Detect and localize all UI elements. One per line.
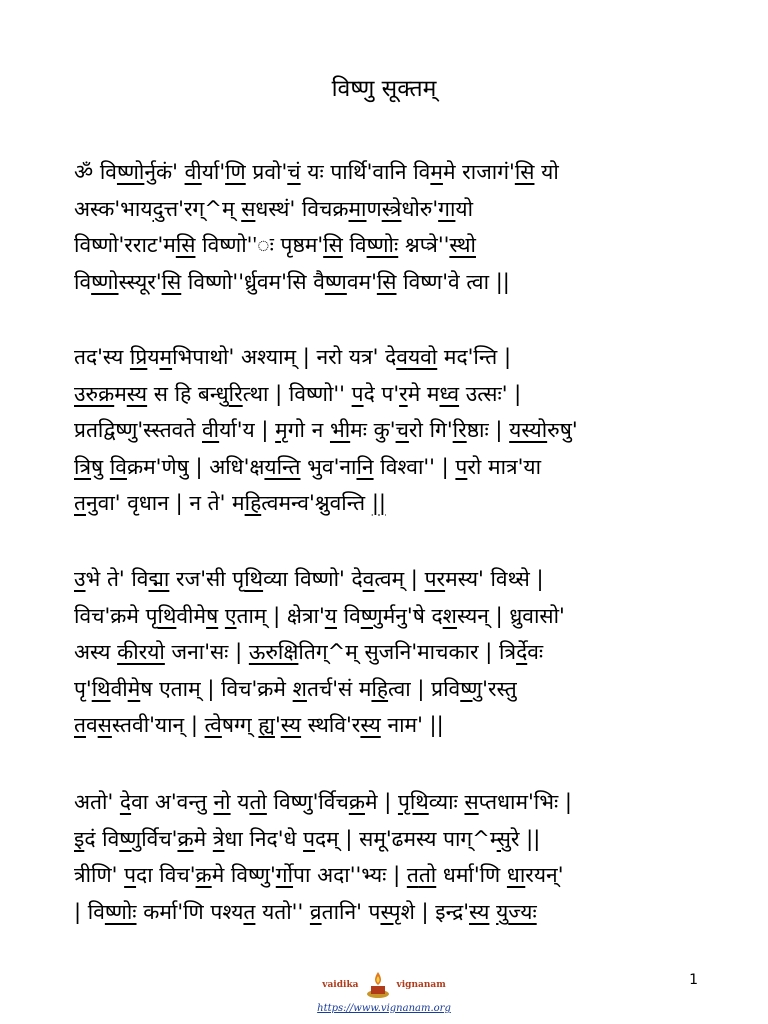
underlined-text: म bbox=[159, 345, 173, 369]
verse-text: मे | bbox=[364, 790, 398, 814]
verse-text: पा अदा''भ्यः | bbox=[293, 863, 407, 888]
verse-text: तद'स्य bbox=[74, 345, 130, 369]
verse-text: भुव'ना bbox=[300, 454, 357, 479]
verse-text: भे ते' वि bbox=[85, 567, 149, 591]
underlined-text: स्त्रे bbox=[381, 196, 402, 221]
verse-text: स हि बन्धु bbox=[147, 381, 229, 406]
verse-text: यः पार्थि'वानि वि bbox=[300, 160, 431, 184]
verse-line bbox=[74, 821, 734, 858]
verse-text: त्था | विष्णो'' bbox=[242, 381, 352, 406]
verse-text: भिपाथो' अश्याम् | नरो यत्र' दे bbox=[172, 345, 397, 369]
verse-text: ण bbox=[366, 196, 382, 221]
verse-text: 'रस्तु bbox=[482, 676, 517, 701]
verse-text: त्त'रग्^म् bbox=[163, 196, 242, 221]
verse-text: मे bbox=[193, 826, 213, 851]
verse-text: धोरु' bbox=[401, 196, 439, 221]
underlined-text: तो bbox=[249, 790, 267, 814]
underlined-text: भी bbox=[329, 418, 351, 443]
underlined-text: थि bbox=[91, 676, 111, 701]
underlined-text: रि bbox=[228, 381, 243, 406]
underlined-text: ष्णु bbox=[119, 826, 142, 851]
underlined-text: स bbox=[464, 790, 479, 814]
verse-text: ष एताम् | विच'क्रमे bbox=[140, 676, 293, 701]
verse-line bbox=[74, 485, 734, 522]
underlined-text: प्रि bbox=[129, 345, 148, 369]
underlined-text: च bbox=[395, 418, 409, 443]
logo-text-right: vignanam bbox=[396, 980, 446, 990]
underlined-text: मृ bbox=[275, 418, 288, 443]
verse-text: व bbox=[85, 713, 98, 738]
verse-text bbox=[218, 604, 225, 628]
underlined-text: द्मा bbox=[148, 567, 170, 591]
verse-line bbox=[74, 339, 734, 376]
underlined-text: त्रि bbox=[74, 454, 92, 479]
underlined-text: र्गो bbox=[275, 863, 294, 888]
verse-line bbox=[74, 561, 734, 598]
underlined-text: हि bbox=[371, 676, 389, 701]
underlined-text: उ bbox=[74, 567, 86, 591]
verse-line bbox=[74, 857, 734, 894]
underlined-text: य bbox=[324, 603, 337, 628]
underlined-text: मा bbox=[348, 196, 367, 221]
verse-text: ताम् | क्षेत्रा' bbox=[236, 603, 325, 628]
stanza bbox=[74, 561, 734, 744]
verse-text: स्यन् | ध्रुवासो' bbox=[456, 603, 565, 628]
underlined-text: कीरयो bbox=[117, 640, 165, 665]
underlined-text: मे bbox=[127, 676, 141, 701]
underlined-text: गा bbox=[438, 196, 456, 221]
verse-text: रो मात्र'या bbox=[467, 454, 542, 479]
underlined-text: ष्णोः bbox=[366, 233, 399, 258]
verse-text: य bbox=[230, 790, 250, 814]
underlined-text: पृथि bbox=[397, 790, 429, 814]
verse-line bbox=[74, 784, 734, 821]
verse-line bbox=[74, 707, 734, 744]
underlined-text: स bbox=[241, 196, 256, 221]
logo-text-left: vaidika bbox=[322, 980, 359, 990]
stanza bbox=[74, 784, 734, 930]
underlined-text: श bbox=[292, 676, 307, 701]
underlined-text: क्र bbox=[177, 826, 194, 851]
verse-text: व्या विष्णो' दे bbox=[263, 567, 363, 591]
verse-text: विश्वा'' | bbox=[373, 454, 456, 479]
underlined-text: ह्य bbox=[258, 713, 275, 738]
verse-text: दा विच' bbox=[136, 863, 196, 888]
verse-text: वि bbox=[342, 233, 367, 258]
underlined-text: सि bbox=[323, 233, 343, 258]
verse-text: | वि bbox=[74, 899, 105, 924]
underlined-text: दु bbox=[152, 196, 164, 221]
verse-text: र्या'य | bbox=[219, 418, 276, 443]
underlined-text: ष्णोः bbox=[104, 899, 137, 924]
verse-line bbox=[74, 449, 734, 486]
underlined-text: यन्ति bbox=[264, 454, 301, 479]
verse-text: विष्णो''ः पृष्ठम' bbox=[195, 233, 324, 258]
underlined-text: व bbox=[362, 567, 375, 591]
verse-text: श्नप्त्रे'' bbox=[398, 233, 450, 258]
verse-text: मस्य' विथ्से | bbox=[445, 567, 544, 591]
verse-text: र्मनु'षे द bbox=[382, 603, 443, 628]
verse-text: पृ' bbox=[74, 676, 92, 701]
underlined-text: सु bbox=[496, 826, 511, 851]
page-number: 1 bbox=[689, 972, 698, 988]
vaidika-vignanam-logo[interactable] bbox=[0, 967, 768, 1003]
verse-text: विष्ण'वे त्वा || bbox=[396, 269, 510, 294]
underlined-text: पर bbox=[424, 567, 446, 591]
verse-text: प्रवो' bbox=[245, 160, 288, 184]
underlined-text: र्दे bbox=[516, 640, 528, 665]
page-title: विष्णु सूक्तम् bbox=[331, 76, 437, 102]
underlined-text: ष्णु bbox=[460, 676, 483, 701]
underlined-text: त bbox=[74, 713, 86, 738]
underlined-text: ए bbox=[224, 603, 237, 628]
verse-text: वा अ'वन्तु bbox=[131, 790, 214, 814]
verse-text: र्विच' bbox=[141, 826, 178, 851]
underlined-text: व्र bbox=[309, 899, 322, 924]
underlined-text: ष्णु bbox=[360, 603, 383, 628]
verse-line bbox=[74, 894, 734, 931]
verse-text: षु bbox=[91, 454, 110, 479]
verse-text: वः bbox=[527, 640, 544, 665]
verse-text: रयन्' bbox=[525, 863, 564, 888]
verse-text: नुवा' वृधान | न ते' म bbox=[85, 491, 245, 516]
underlined-text: ष्णो bbox=[116, 160, 145, 184]
lamp-icon bbox=[363, 970, 393, 1000]
verse-text: विष्णो''र्ध्रुवम'सि वै bbox=[181, 269, 325, 294]
underlined-text: यस्यो bbox=[509, 418, 548, 443]
verse-text: ॐ वि bbox=[74, 160, 117, 184]
underlined-text: क्र bbox=[348, 790, 365, 814]
verse-text: स्थवि'र bbox=[301, 713, 361, 738]
verse-line bbox=[74, 191, 734, 228]
underlined-text: दे bbox=[119, 790, 132, 814]
verse-text: मद'न्ति | bbox=[437, 345, 512, 369]
verse-text: ष्ठाः | bbox=[466, 418, 510, 443]
underlined-text: प bbox=[455, 454, 468, 479]
verse-text: कं' bbox=[156, 160, 185, 184]
underlined-text: णि bbox=[225, 160, 246, 184]
verse-text: कर्मा'णि पश्य bbox=[136, 899, 244, 924]
verse-text: यतो'' bbox=[255, 899, 310, 924]
verse-text: नाम' || bbox=[380, 713, 444, 738]
underlined-text: त्रे bbox=[212, 826, 225, 851]
verse-text: अतो' bbox=[74, 790, 120, 814]
underlined-text: प bbox=[303, 826, 315, 851]
verse-line bbox=[74, 671, 734, 708]
verse-text: शे | इन्द्र' bbox=[400, 899, 470, 924]
underlined-text: प bbox=[351, 381, 364, 406]
underlined-text: सि bbox=[161, 269, 182, 294]
underlined-text: यवो bbox=[407, 345, 438, 369]
verse-text: धर्मा'णि bbox=[436, 863, 507, 888]
underlined-text: स्पृ bbox=[380, 899, 401, 924]
underlined-text: स्य bbox=[469, 899, 490, 924]
underlined-text: ष्णो bbox=[91, 269, 119, 294]
verse-text: धा निद'धे bbox=[224, 826, 304, 851]
verse-text: रे || bbox=[510, 826, 541, 851]
underlined-text: थि bbox=[244, 567, 264, 591]
verse-text: तिग्^म् सुजनि'माचकार | त्रि bbox=[298, 640, 517, 665]
verse-text: ' bbox=[274, 713, 281, 738]
underlined-text: स्य bbox=[360, 713, 381, 738]
underlined-text: यु bbox=[496, 899, 509, 924]
verse-text: विष्णु'र्विच bbox=[266, 790, 349, 814]
verse-text: व्याः bbox=[428, 790, 465, 814]
verse-text: तर्च'सं म bbox=[306, 676, 372, 701]
underlined-text: ज्यः bbox=[508, 899, 537, 924]
verse-text: क्रम'णेषु | अधि'क्ष bbox=[126, 454, 265, 479]
underlined-text: वि bbox=[109, 454, 127, 479]
underlined-text: स्य bbox=[280, 713, 302, 738]
underlined-text: ऊरुक्षि bbox=[248, 640, 299, 665]
underlined-text: सि bbox=[175, 233, 196, 258]
verse-text: प्रतद्विष्णु'स्स्तवते bbox=[74, 418, 202, 443]
verse-text: रो गि' bbox=[408, 418, 453, 443]
verse-text: मे म bbox=[407, 381, 440, 406]
underlined-text: वी bbox=[202, 418, 220, 443]
verse-text: रज'सी पृ bbox=[169, 567, 245, 591]
verse-text: वी bbox=[110, 676, 128, 701]
underlined-text: स्थो bbox=[449, 233, 476, 258]
underlined-text: नि bbox=[356, 454, 374, 479]
underlined-text: धा bbox=[506, 863, 526, 888]
verse-text: वम' bbox=[346, 269, 377, 294]
verse-text: दे प' bbox=[363, 381, 400, 406]
verse-text: विच'क्रमे पृ bbox=[74, 603, 158, 628]
underlined-text: सि bbox=[376, 269, 397, 294]
underlined-text: थि bbox=[157, 603, 177, 628]
verse-text: वीमे bbox=[176, 603, 207, 628]
verse-text: र्नु bbox=[144, 160, 156, 184]
verse-line bbox=[74, 227, 734, 264]
verse-text: अस्क'भाय bbox=[74, 196, 153, 221]
verse-line bbox=[74, 412, 734, 449]
verse-text: तानि' प bbox=[321, 899, 381, 924]
verse-text: उत्सः' | bbox=[459, 381, 522, 406]
verse-text: जना'सः | bbox=[164, 640, 249, 665]
verse-text: वि bbox=[336, 603, 361, 628]
verse-text: म bbox=[114, 381, 127, 406]
underlined-text: त्वे bbox=[204, 713, 222, 738]
underlined-text: त bbox=[74, 491, 86, 516]
verse-text: त्वमन्व'श्नुवन्ति bbox=[261, 491, 372, 516]
underlined-text: व bbox=[396, 345, 408, 369]
underlined-text: त bbox=[406, 863, 419, 888]
verse-line bbox=[74, 634, 734, 671]
underlined-text: ष्ण bbox=[324, 269, 347, 294]
underlined-text: प bbox=[124, 863, 137, 888]
verse-line bbox=[74, 264, 734, 301]
verse-line bbox=[74, 598, 734, 635]
verse-text: प्तधाम'भिः | bbox=[478, 790, 572, 814]
verse-text: वि bbox=[74, 269, 92, 294]
verse-text: गो न bbox=[287, 418, 330, 443]
verse-text: अस्य bbox=[74, 640, 118, 665]
underlined-text: इ bbox=[74, 826, 85, 851]
underlined-text: ध्व bbox=[439, 381, 460, 406]
underlined-text: हि bbox=[244, 491, 262, 516]
verse-text: षग्ग् bbox=[221, 713, 259, 738]
verse-text: मे राजागं' bbox=[442, 160, 515, 184]
underlined-text: र bbox=[399, 381, 408, 406]
verse-text: त्रीणि' bbox=[74, 863, 125, 888]
underlined-text: ष bbox=[206, 603, 219, 628]
website-link[interactable]: https://www.vignanam.org bbox=[317, 1003, 451, 1014]
verse-text: यो bbox=[534, 160, 559, 184]
verse-text: यो bbox=[455, 196, 474, 221]
underlined-text: तो bbox=[418, 863, 437, 888]
verse-line bbox=[74, 376, 734, 413]
verse-line bbox=[74, 154, 734, 191]
underlined-text: श bbox=[442, 603, 457, 628]
stanza bbox=[74, 339, 734, 522]
underlined-text: चं bbox=[287, 160, 301, 184]
underlined-text: उरुक्र bbox=[74, 381, 115, 406]
verse-text: स्स्यूर' bbox=[118, 269, 162, 294]
verse-text: मः कु' bbox=[350, 418, 396, 443]
underlined-text: क्र bbox=[195, 863, 212, 888]
verse-text: दं वि bbox=[84, 826, 120, 851]
verse-text: य bbox=[147, 345, 160, 369]
underlined-text: || bbox=[371, 491, 386, 516]
verse-text: त्वा | प्रवि bbox=[388, 676, 461, 701]
verse-text: मे विष्णु' bbox=[211, 863, 276, 888]
verse-text: विष्णो'रराट'म bbox=[74, 233, 176, 258]
underlined-text: स्य bbox=[126, 381, 148, 406]
underlined-text: रि bbox=[452, 418, 467, 443]
stanza bbox=[74, 154, 734, 300]
underlined-text: सि bbox=[514, 160, 535, 184]
underlined-text: नो bbox=[213, 790, 231, 814]
verse-text: स्तवी'यान् | bbox=[111, 713, 205, 738]
verse-text: रुषु' bbox=[547, 418, 578, 443]
underlined-text: वी bbox=[184, 160, 202, 184]
underlined-text: त bbox=[243, 899, 256, 924]
verse-text: त्वम् | bbox=[374, 567, 425, 591]
verse-text: दम् | समू'ढमस्य पाग्^म् bbox=[315, 826, 497, 851]
verse-text: र्या' bbox=[201, 160, 226, 184]
underlined-text: म bbox=[430, 160, 443, 184]
verse-text: धस्थं' विचक्र bbox=[255, 196, 349, 221]
underlined-text: स bbox=[97, 713, 112, 738]
